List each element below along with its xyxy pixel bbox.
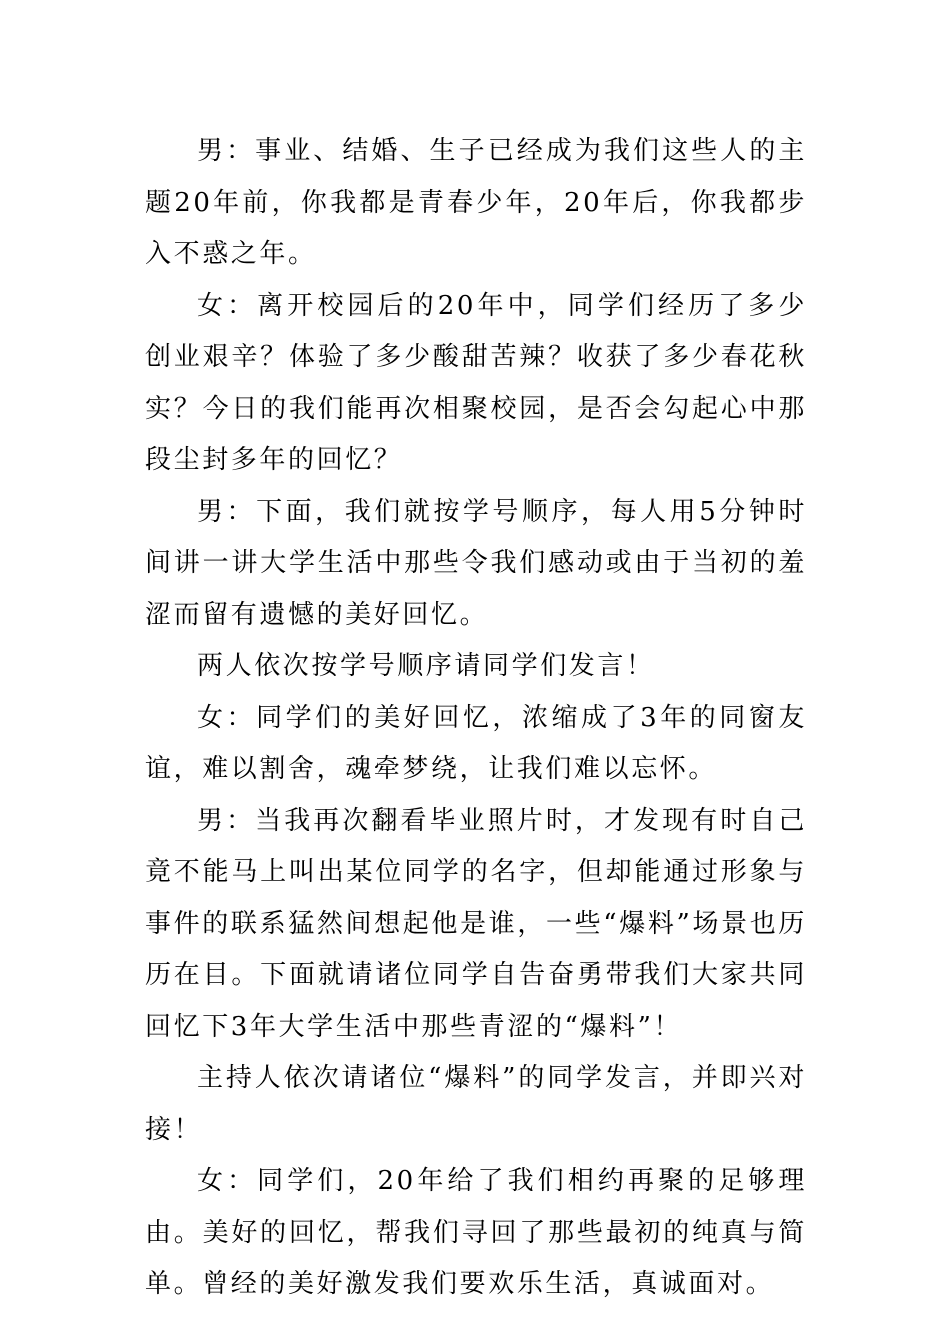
paragraph-male-photos: 男：当我再次翻看毕业照片时，才发现有时自己竟不能马上叫出某位同学的名字，但却能通过形象与事件的联系猛然间想起他是谁，一些“爆料”场景也历历在目。下面就请诸位同学自告奋勇带我们大家共同回忆下3年大学生活中那些青涩的“爆料”！ (145, 805, 807, 1042)
document-body (145, 126, 807, 1311)
paragraph-male-topic: 男：事业、结婚、生子已经成为我们这些人的主题20年前，你我都是青春少年，20年后，你我都步入不惑之年。 (145, 136, 807, 269)
paragraph-speech-order: 两人依次按学号顺序请同学们发言！ (197, 651, 655, 681)
paragraph-host-invites: 主持人依次请诸位“爆料”的同学发言，并即兴对接！ (145, 1063, 807, 1145)
paragraph-male-memories: 男：下面，我们就按学号顺序，每人用5分钟时间讲一讲大学生活中那些令我们感动或由于当初的羞涩而留有遗憾的美好回忆。 (145, 496, 807, 630)
paragraph-female-campus: 女：离开校园后的20年中，同学们经历了多少创业艰辛？体验了多少酸甜苦辣？收获了多少春花秋实？今日的我们能再次相聚校园，是否会勾起心中那段尘封多年的回忆？ (145, 290, 807, 475)
paragraph-female-reunion: 女：同学们，20年给了我们相约再聚的足够理由。美好的回忆，帮我们寻回了那些最初的纯真与简单。曾经的美好激发我们要欢乐生活，真诚面对。 (145, 1166, 807, 1299)
paragraph-female-friendship: 女：同学们的美好回忆，浓缩成了3年的同窗友谊，难以割舍，魂牵梦绕，让我们难以忘怀。 (145, 702, 807, 784)
